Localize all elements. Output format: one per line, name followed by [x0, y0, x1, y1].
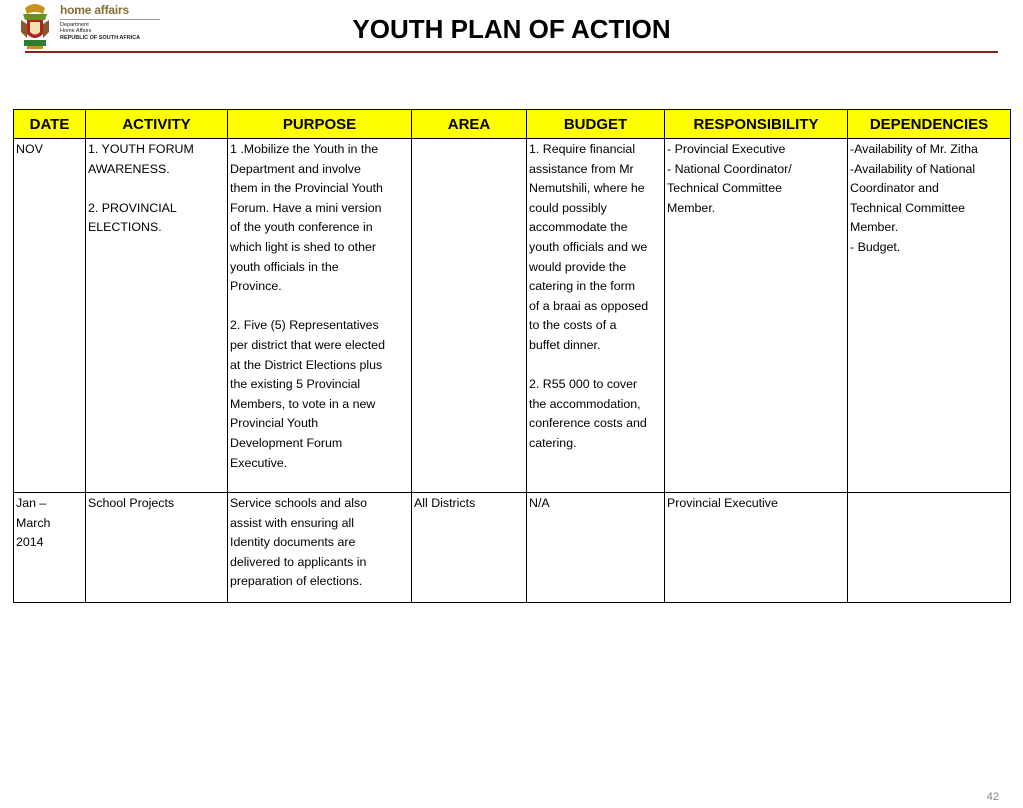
cell-activity: [86, 493, 228, 603]
cell-budget: [527, 493, 665, 603]
cell-date: [14, 493, 86, 603]
cell-text: School Projects: [88, 496, 175, 510]
cell-area: [412, 493, 527, 603]
cell-budget: [527, 139, 665, 493]
column-header-dependencies: DEPENDENCIES: [848, 110, 1011, 139]
cell-text: 2. R55 000 to cover the accommodation, conference costs and catering.: [529, 377, 647, 450]
table-row: [14, 139, 1011, 493]
cell-purpose: [228, 139, 412, 493]
cell-text: -Availability of Mr. Zitha -Availability of National Coordinator and Technical Committee Member. - Budget.: [850, 142, 978, 254]
cell-area: [412, 139, 527, 493]
cell-text: 1. YOUTH FORUM AWARENESS.: [88, 142, 194, 176]
column-header-area: AREA: [412, 110, 527, 139]
logo-line-home-affairs: Home Affairs: [60, 28, 92, 35]
column-header-date: DATE: [14, 110, 86, 139]
cell-text: All Districts: [414, 496, 476, 510]
cell-text: N/A: [529, 496, 550, 510]
table-header-row: [14, 110, 1011, 139]
logo-line-department: Department: [60, 22, 89, 28]
cell-text: - Provincial Executive - National Coordinator/ Technical Committee Member.: [667, 142, 792, 215]
column-header-budget: BUDGET: [527, 110, 665, 139]
column-header-purpose: PURPOSE: [228, 110, 412, 139]
cell-dependencies: [848, 493, 1011, 603]
cell-purpose: [228, 493, 412, 603]
cell-responsibility: [665, 493, 848, 603]
table-row: [14, 493, 1011, 603]
title-underline: [25, 51, 998, 53]
cell-text: 2. Five (5) Representatives per district that were elected at the District Elections plus the existing 5 Provincial Members, to vote in a new Provincial Youth Development Forum Executive.: [230, 318, 385, 470]
column-header-activity: ACTIVITY: [86, 110, 228, 139]
cell-text: Provincial Executive: [667, 496, 778, 510]
cell-text: NOV: [16, 142, 43, 156]
youth-plan-table: [13, 109, 1011, 603]
page-number: 42: [986, 791, 999, 803]
cell-text: Jan – March 2014: [16, 496, 51, 550]
cell-responsibility: [665, 139, 848, 493]
cell-text: 1. Require financial assistance from Mr Nemutshili, where he could possibly accommodate the youth officials and we would provide the catering in the form of a braai as opposed to the costs of a buffet dinner.: [529, 142, 649, 352]
cell-date: [14, 139, 86, 493]
cell-dependencies: [848, 139, 1011, 493]
cell-text: 2. PROVINCIAL ELECTIONS.: [88, 200, 177, 235]
cell-text: 1 .Mobilize the Youth in the Department and involve them in the Provincial Youth Forum. Have a mini version of the youth conference in which light is shed to other youth officials in the Province.: [230, 142, 383, 294]
column-header-responsibility: RESPONSIBILITY: [665, 110, 848, 139]
page-title: YOUTH PLAN OF ACTION: [352, 14, 671, 44]
cell-activity: [86, 139, 228, 493]
cell-text: Service schools and also assist with ensuring all Identity documents are delivered to applicants in preparation of elections.: [230, 496, 368, 589]
logo-line-republic: REPUBLIC OF SOUTH AFRICA: [60, 34, 141, 41]
brand-name: home affairs: [60, 3, 129, 17]
